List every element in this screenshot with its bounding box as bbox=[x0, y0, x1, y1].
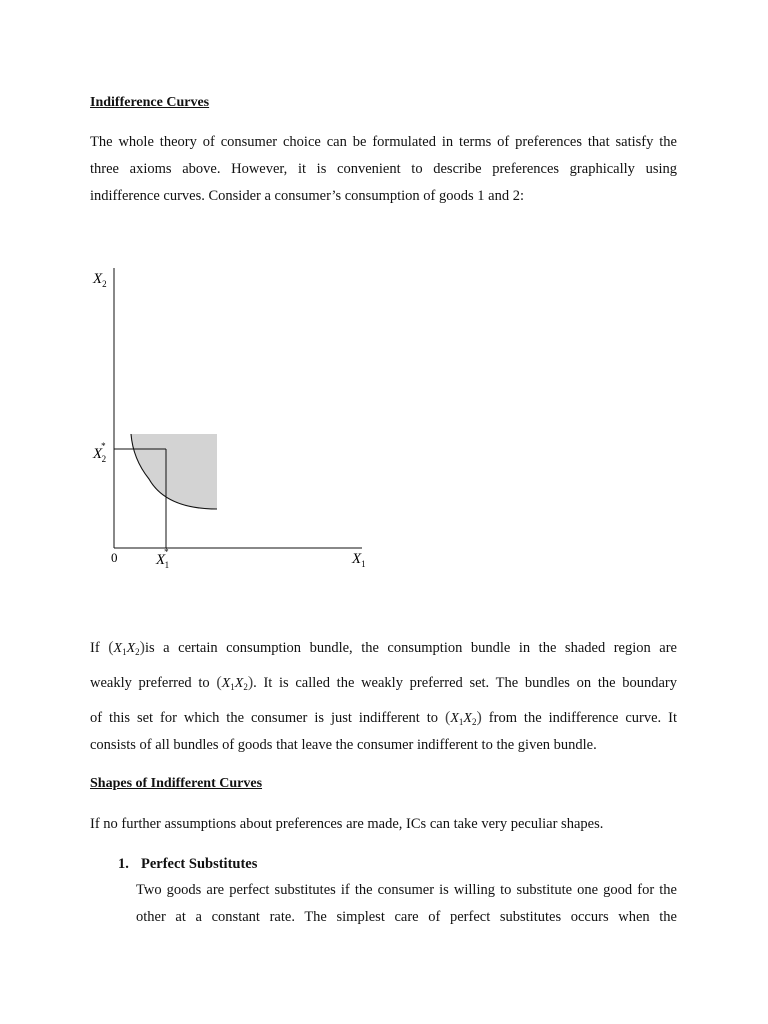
list-item-title: Perfect Substitutes bbox=[141, 856, 258, 872]
paragraph-line: weakly preferred to $(X_1X_2)$. It is called the weakly preferred set. The bundles on the boundary bbox=[90, 674, 678, 692]
paragraph-line: The whole theory of consumer choice can be formulated in terms of preferences that satisfy the bbox=[90, 134, 677, 150]
x-axis-label: $X_1$ bbox=[352, 551, 366, 569]
bundle-notation: $(X_1X_2)$ bbox=[445, 709, 482, 727]
bundle-notation: $(X_1X_2)$ bbox=[108, 639, 145, 657]
origin-label: 0 bbox=[111, 550, 118, 565]
bundle-notation: $(X_1X_2)$ bbox=[216, 674, 254, 692]
y-axis-label: $X_2$ bbox=[93, 271, 107, 289]
paragraph-line: If $(X_1X_2)is$ a certain consumption bundle, the consumption bundle in the shaded region are bbox=[90, 639, 677, 657]
x2-star-label: X* 2 bbox=[93, 441, 107, 464]
paragraph-line: indifference curves. Consider a consumer’s consumption of goods 1 and 2: bbox=[90, 188, 524, 204]
paragraph-line: other at a constant rate. The simplest care of perfect substitutes occurs when the bbox=[136, 909, 677, 925]
paragraph-line: consists of all bundles of goods that leave the consumer indifferent to the given bundle. bbox=[90, 737, 597, 753]
paragraph-line: Two goods are perfect substitutes if the consumer is willing to substitute one good for the bbox=[136, 882, 677, 898]
paragraph-line: of this set for which the consumer is just indifferent to $(X_1X_2)$ from the indifference curve. It bbox=[90, 709, 678, 727]
list-item-number: 1. bbox=[118, 856, 129, 872]
paragraph-line: If no further assumptions about preferences are made, ICs can take very peculiar shapes. bbox=[90, 816, 604, 832]
x1-star-label: X* 1 bbox=[156, 547, 170, 570]
section-heading-shapes: Shapes of Indifferent Curves bbox=[90, 776, 263, 791]
indifference-curve-figure bbox=[0, 250, 768, 590]
section-heading-indifference-curves: Indifference Curves bbox=[90, 95, 210, 110]
paragraph-line: three axioms above. However, it is convenient to describe preferences graphically using bbox=[90, 161, 677, 177]
